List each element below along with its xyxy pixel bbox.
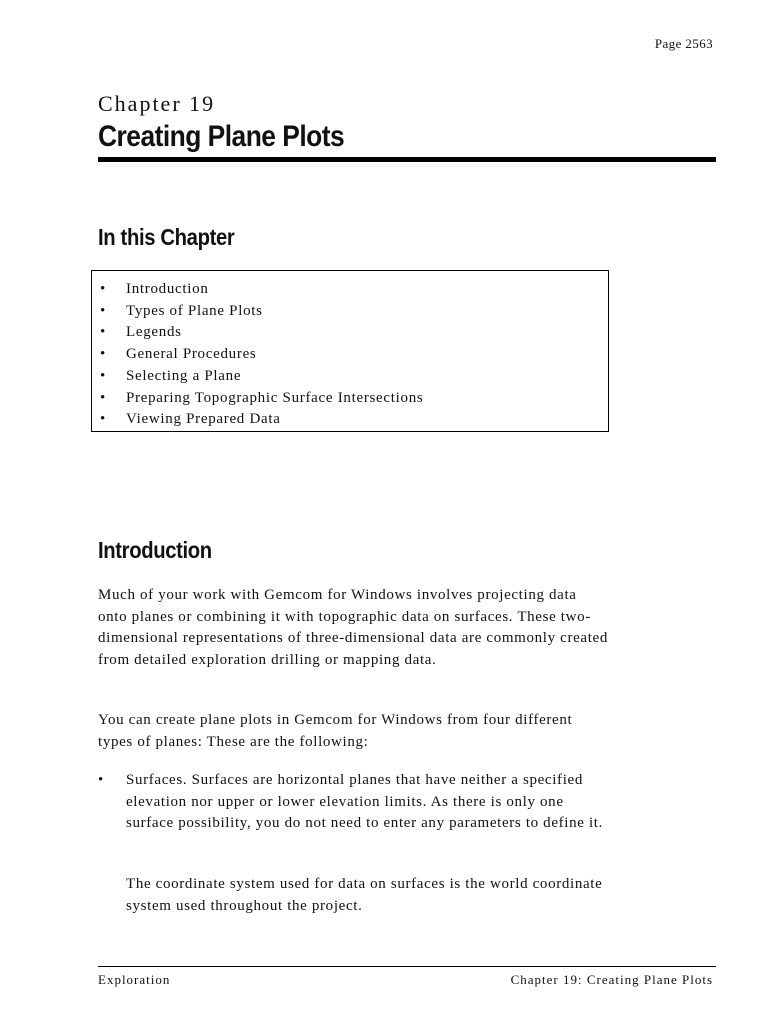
contents-item-topographic-intersections [92,388,608,410]
introduction-heading: Introduction [98,537,212,563]
contents-item-general-procedures [92,344,608,366]
contents-item-label: Selecting a Plane [126,367,242,384]
bullet-icon: • [100,346,106,363]
title-rule [98,157,716,162]
bullet-icon: • [100,389,106,406]
contents-item-legends [92,322,608,344]
footer-section-name: Exploration [98,972,171,987]
chapter-contents-box [91,270,609,432]
contents-item-label: Introduction [126,281,209,297]
bullet-icon: • [98,772,104,788]
contents-item-label: General Procedures [126,346,257,363]
contents-item-label: Types of Plane Plots [126,302,263,319]
contents-item-introduction [92,279,608,301]
footer-rule [98,966,716,967]
in-this-chapter-heading: In this Chapter [98,224,235,250]
bullet-icon: • [100,302,106,319]
chapter-title: Creating Plane Plots [98,120,345,153]
contents-item-label: Viewing Prepared Data [126,411,281,428]
bullet-icon: • [100,411,106,428]
introduction-paragraph-1: Much of your work with Gemcom for Windows involves projecting data onto planes or combining it with topographic data on surfaces. These two-dimensional representations of three-dimensional data are commonly created from detailed exploration drilling or mapping data. [98,587,609,669]
contents-item-selecting-a-plane [92,366,608,388]
contents-item-types-of-plane-plots [92,301,608,323]
contents-item-viewing-prepared-data [92,409,608,431]
introduction-paragraph-2: You can create plane plots in Gemcom for Windows from four different types of planes: These are the following: [98,712,573,750]
surfaces-followup-text: The coordinate system used for data on surfaces is the world coordinate system used throughout the project. [126,876,603,914]
page-number: Page 2563 [654,36,713,51]
bullet-icon: • [100,367,106,384]
bullet-icon: • [100,324,106,341]
bullet-icon: • [100,281,106,297]
contents-item-label: Legends [126,324,182,341]
contents-item-label: Preparing Topographic Surface Intersections [126,389,424,406]
footer-chapter-title: Chapter 19: Creating Plane Plots [510,972,713,987]
chapter-label: Chapter 19 [98,91,216,116]
chapter-contents-list [92,271,608,431]
surfaces-bullet-text: Surfaces. Surfaces are horizontal planes that have neither a specified elevation nor upper or lower elevation limits. As there is only one surface possibility, you do not need to enter any parameters to define it. [126,772,603,832]
